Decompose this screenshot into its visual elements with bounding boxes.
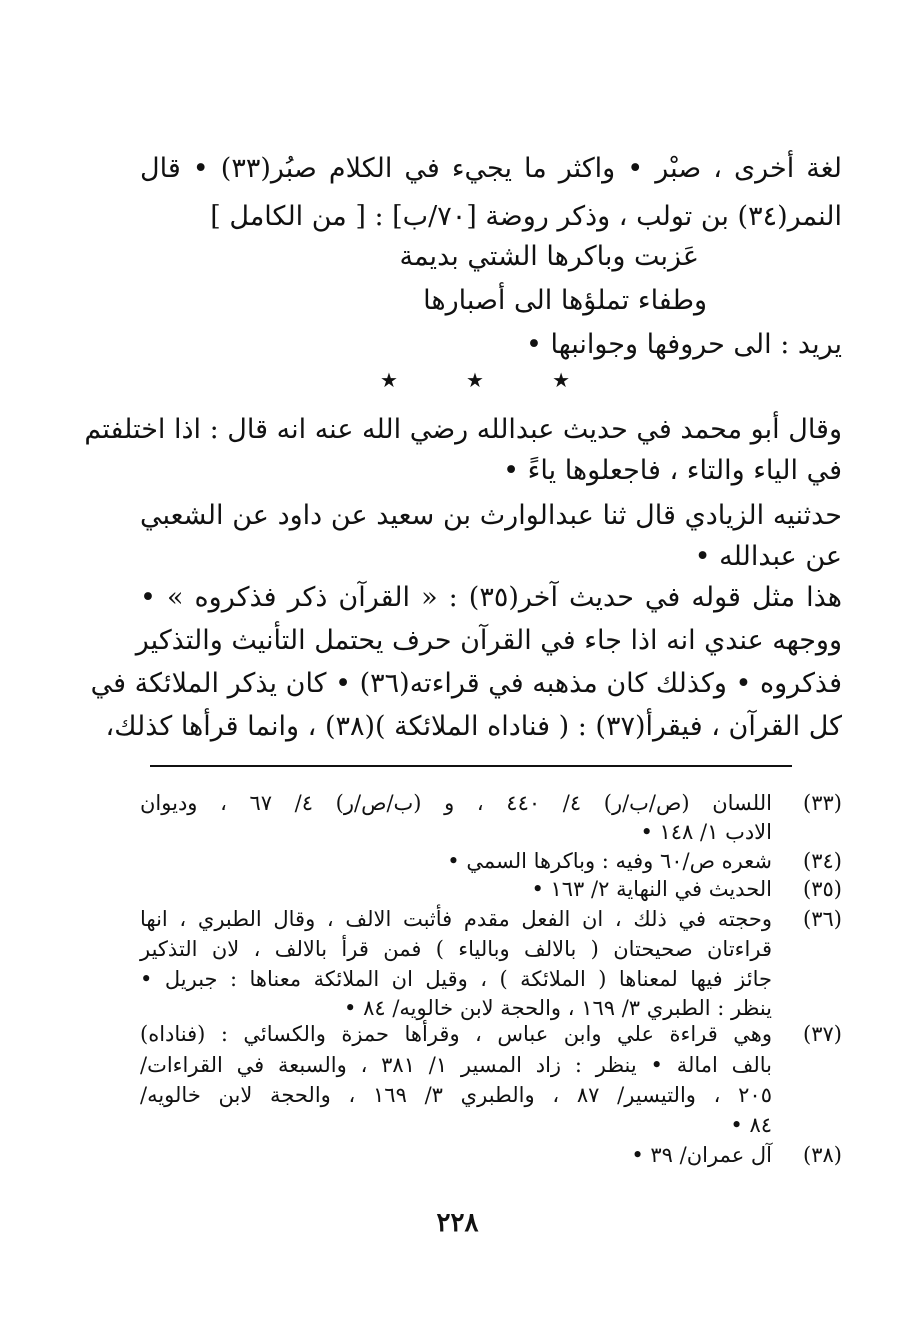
footnote-text: اللسان (ص/ب/ر) ٤/ ٤٤٠ ، و (ب/ص/ر) ٤/ ٦٧ ، وديوان bbox=[140, 791, 772, 815]
footnote-text: وحجته في ذلك ، ان الفعل مقدم فأثبت الالف ، وقال الطبري ، انها bbox=[140, 907, 772, 931]
footnote-text: آل عمران/ ٣٩ • bbox=[631, 1143, 772, 1167]
text-line: حدثنيه الزيادي قال ثنا عبدالوارث بن سعيد عن داود عن الشعبي bbox=[140, 500, 842, 531]
text-line: عن عبدالله • bbox=[694, 541, 842, 572]
footnote-text: بالف امالة • ينظر : زاد المسير ١/ ٣٨١ ، والسبعة في القراءات/ bbox=[140, 1053, 772, 1077]
text-line: وقال أبو محمد في حديث عبدالله رضي الله عنه انه قال : اذا اختلفتم bbox=[84, 414, 842, 445]
verse-line: عَزبت وباكرها الشتي بديمة bbox=[399, 241, 699, 272]
page-number: ٢٢٨ bbox=[436, 1208, 479, 1238]
footnote-number: (٣٤) bbox=[803, 849, 842, 873]
text-line: يريد : الى حروفها وجوانبها • bbox=[526, 329, 842, 360]
star-icon: ★ bbox=[380, 368, 398, 392]
footnote-number: (٣٥) bbox=[803, 877, 842, 901]
text-line: هذا مثل قوله في حديث آخر(٣٥) : « القرآن ذكر فذكروه » • bbox=[140, 582, 842, 613]
footnote-text: ينظر : الطبري ٣/ ١٦٩ ، والحجة لابن خالويه/ ٨٤ • bbox=[344, 996, 772, 1020]
footnote-text: وهي قراءة علي وابن عباس ، وقرأها حمزة والكسائي : (فناداه) bbox=[140, 1022, 772, 1046]
footnote-text: ٨٤ • bbox=[730, 1113, 772, 1137]
footnote-text: جائز فيها لمعناها ( الملائكة ) ، وقيل ان الملائكة معناها : جبريل • bbox=[140, 967, 772, 991]
footnote-number: (٣٨) bbox=[803, 1143, 842, 1167]
footnote-number: (٣٧) bbox=[803, 1022, 842, 1046]
footnote-text: شعره ص/٦٠ وفيه : وباكرها السمي • bbox=[447, 849, 772, 873]
text-line: كل القرآن ، فيقرأ(٣٧) : ( فناداه الملائكة )(٣٨) ، وانما قرأها كذلك، bbox=[105, 711, 842, 742]
verse-line: وطفاء تملؤها الى أصبارها bbox=[423, 285, 707, 316]
footnote-text: الادب ١/ ١٤٨ • bbox=[640, 820, 772, 844]
text-line: النمر(٣٤) بن تولب ، وذكر روضة [٧٠/ب] : [ من الكامل ] bbox=[210, 201, 842, 232]
star-icon: ★ bbox=[552, 368, 570, 392]
text-line: ووجهه عندي انه اذا جاء في القرآن حرف يحتمل التأنيث والتذكير bbox=[135, 625, 842, 656]
footnote-text: قراءتان صحيحتان ( بالالف وبالياء ) فمن قرأ بالالف ، لان التذكير bbox=[140, 937, 772, 961]
text-line: لغة أخرى ، صبْر • واكثر ما يجيء في الكلام صبُر(٣٣) • قال bbox=[140, 153, 843, 184]
footnote-number: (٣٣) bbox=[803, 791, 842, 815]
footnote-text: ٢٠٥ ، والتيسير/ ٨٧ ، والطبري ٣/ ١٦٩ ، والحجة لابن خالويه/ bbox=[140, 1083, 772, 1107]
text-line: في الياء والتاء ، فاجعلوها ياءً • bbox=[503, 455, 842, 486]
footnote-number: (٣٦) bbox=[803, 907, 842, 931]
footnote-text: الحديث في النهاية ٢/ ١٦٣ • bbox=[531, 877, 772, 901]
star-icon: ★ bbox=[466, 368, 484, 392]
footnote-divider bbox=[150, 765, 792, 767]
section-separator bbox=[380, 368, 570, 392]
text-line: فذكروه • وكذلك كان مذهبه في قراءته(٣٦) • كان يذكر الملائكة في bbox=[90, 668, 842, 699]
